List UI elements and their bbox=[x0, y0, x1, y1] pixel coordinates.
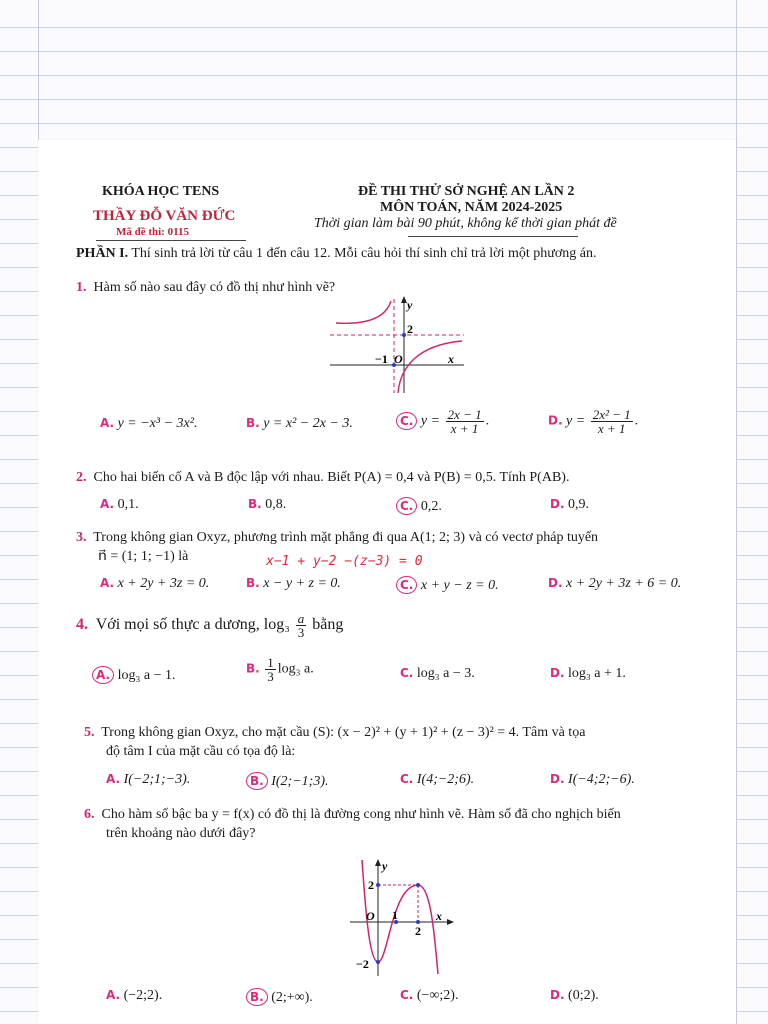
option-letter-circled: B. bbox=[246, 772, 268, 790]
point-y-intercept bbox=[402, 333, 406, 337]
q4-option-b[interactable] bbox=[246, 656, 314, 683]
q3-option-d[interactable] bbox=[548, 576, 681, 592]
option-letter-circled: C. bbox=[396, 497, 417, 515]
option-text: y = bbox=[566, 413, 586, 429]
option-fraction: $\frac{\text{2x² − 1}}{x + 1}$ bbox=[592, 407, 631, 436]
margin-line-right bbox=[736, 0, 737, 1024]
option-letter: D. bbox=[550, 497, 565, 511]
option-letter-circled: C. bbox=[396, 576, 417, 594]
q6-option-a[interactable] bbox=[106, 988, 162, 1004]
point-y-2 bbox=[376, 883, 380, 887]
option-text: I(4;−2;6). bbox=[416, 772, 475, 787]
option-letter: D. bbox=[548, 576, 563, 590]
question-1 bbox=[76, 280, 335, 296]
q2-option-a[interactable] bbox=[100, 497, 139, 513]
q5-option-c[interactable] bbox=[400, 772, 474, 788]
left-branch bbox=[336, 301, 391, 323]
question-number: 2. bbox=[76, 470, 87, 485]
question-number: 1. bbox=[76, 280, 87, 295]
option-text: y = −x³ − 3x². bbox=[117, 416, 198, 431]
option-text: I(2;−1;3). bbox=[271, 774, 329, 789]
part-instructions bbox=[76, 246, 596, 262]
right-branch bbox=[398, 341, 462, 393]
option-text: y = bbox=[420, 413, 441, 429]
point-max bbox=[416, 883, 420, 887]
question-text-end: bằng bbox=[312, 616, 344, 634]
option-text: x + 2y + 3z = 0. bbox=[117, 576, 210, 591]
option-letter: A. bbox=[106, 772, 121, 786]
q4-option-d[interactable] bbox=[550, 666, 626, 682]
option-fraction: $\frac{2x - 1}{x + 1}$ bbox=[447, 407, 482, 436]
option-text: log₃ a − 1. bbox=[117, 668, 176, 683]
part-label: PHẦN I. bbox=[76, 246, 129, 261]
handwritten-note: x−1 + y−2 −(z−3) = 0 bbox=[266, 554, 423, 569]
question-6-line2: trên khoảng nào dưới đây? bbox=[106, 826, 256, 841]
header-underline-right bbox=[408, 236, 578, 237]
question-4 bbox=[76, 612, 343, 639]
question-6 bbox=[84, 807, 621, 823]
course-name: KHÓA HỌC TENS bbox=[102, 184, 220, 199]
q2-option-c[interactable] bbox=[396, 497, 442, 515]
label-x: x bbox=[436, 909, 442, 923]
option-text: x + y − z = 0. bbox=[420, 578, 499, 593]
label-origin: O bbox=[366, 909, 375, 923]
option-text: 0,8. bbox=[265, 497, 287, 512]
question-text: Cho hàm số bậc ba y = f(x) có đồ thị là đường cong như hình vẽ. Hàm số đã cho nghịch biến bbox=[101, 807, 621, 822]
option-text: I(−2;1;−3). bbox=[123, 772, 191, 787]
question-5-line2: độ tâm I của mặt cầu có tọa độ là: bbox=[106, 744, 296, 759]
question-text: Cho hai biến cố A và B độc lập với nhau. Biết P(A) = 0,4 và P(B) = 0,5. Tính P(AB). bbox=[93, 470, 570, 485]
exam-page bbox=[38, 140, 736, 1024]
option-letter: A. bbox=[100, 576, 115, 590]
label-origin: O bbox=[394, 352, 403, 366]
point-min bbox=[376, 960, 380, 964]
question-number: 4. bbox=[76, 616, 88, 634]
option-text: log₃ a − 3. bbox=[416, 666, 475, 681]
option-letter: B. bbox=[246, 576, 260, 590]
question-text: Trong không gian Oxyz, cho mặt cầu (S): (x − 2)² + (y + 1)² + (z − 3)² = 4. Tâm và tọa bbox=[101, 725, 586, 740]
question-5 bbox=[84, 725, 585, 741]
option-letter-circled: A. bbox=[92, 666, 114, 684]
q5-option-d[interactable] bbox=[550, 772, 635, 788]
q5-option-b[interactable] bbox=[246, 772, 328, 790]
option-letter: B. bbox=[248, 497, 262, 511]
option-text: log₃ a. bbox=[277, 661, 314, 677]
q3-option-c[interactable] bbox=[396, 576, 499, 594]
q5-option-a[interactable] bbox=[106, 772, 190, 788]
label-x: x bbox=[448, 352, 454, 366]
exam-time: Thời gian làm bài 90 phút, không kể thời gian phát đề bbox=[314, 216, 617, 231]
option-letter: D. bbox=[550, 988, 565, 1002]
label-y: y bbox=[407, 298, 413, 312]
option-text: x + 2y + 3z + 6 = 0. bbox=[566, 576, 682, 591]
option-letter: B. bbox=[246, 661, 260, 676]
label-two: 2 bbox=[407, 322, 413, 336]
q1-option-b[interactable] bbox=[246, 416, 353, 432]
question-text: Trong không gian Oxyz, phương trình mặt phẳng đi qua A(1; 2; 3) và có vectơ pháp tuyến bbox=[93, 530, 599, 545]
header-underline-left bbox=[96, 240, 246, 241]
option-text: x − y + z = 0. bbox=[263, 576, 341, 591]
q6-option-d[interactable] bbox=[550, 988, 599, 1004]
q6-option-b[interactable] bbox=[246, 988, 313, 1006]
label-one: 1 bbox=[392, 908, 398, 922]
q1-graph bbox=[328, 295, 468, 395]
option-letter: C. bbox=[400, 666, 414, 680]
part-text: Thí sinh trả lời từ câu 1 đến câu 12. Mỗi câu hỏi thí sinh chỉ trả lời một phương án. bbox=[128, 246, 597, 261]
label-two-y: 2 bbox=[368, 878, 374, 892]
option-text: y = x² − 2x − 3. bbox=[263, 416, 353, 431]
question-2 bbox=[76, 470, 569, 486]
option-text: (−∞;2). bbox=[416, 988, 459, 1003]
label-minus-two: −2 bbox=[356, 957, 369, 971]
option-fraction: $\frac{1}{3}$ bbox=[267, 655, 274, 684]
question-3 bbox=[76, 530, 598, 546]
option-text: 0,1. bbox=[117, 497, 139, 512]
exam-code: Mã đề thi: 0115 bbox=[116, 226, 190, 238]
exam-title: ĐỀ THI THỬ SỞ NGHỆ AN LẦN 2 bbox=[358, 184, 575, 199]
x-arrow bbox=[447, 919, 454, 925]
label-y: y bbox=[382, 859, 388, 873]
option-letter-circled: C. bbox=[396, 412, 417, 430]
q4-option-a[interactable] bbox=[92, 666, 175, 684]
q6-graph bbox=[348, 858, 458, 978]
option-letter: A. bbox=[106, 988, 121, 1002]
option-letter: D. bbox=[548, 413, 563, 428]
q1-option-c[interactable]: C. y = $\frac{2x - 1}{x + 1}$ . bbox=[396, 408, 489, 435]
question-number: 6. bbox=[84, 807, 95, 822]
exam-subject: MÔN TOÁN, NĂM 2024-2025 bbox=[380, 200, 563, 215]
question-number: 5. bbox=[84, 725, 95, 740]
label-minus-one: −1 bbox=[375, 352, 388, 366]
option-letter: A. bbox=[100, 497, 115, 511]
option-letter: D. bbox=[550, 666, 565, 680]
option-letter: B. bbox=[246, 416, 260, 430]
option-text: (−2;2). bbox=[123, 988, 163, 1003]
q4-option-c[interactable] bbox=[400, 666, 475, 682]
option-letter-circled: B. bbox=[246, 988, 268, 1006]
question-text: Hàm số nào sau đây có đồ thị như hình vẽ? bbox=[93, 280, 336, 295]
option-text: (2;+∞). bbox=[271, 990, 313, 1005]
option-letter: C. bbox=[400, 772, 414, 786]
option-text: I(−4;2;−6). bbox=[568, 772, 635, 787]
teacher-name: THẦY ĐỖ VĂN ĐỨC bbox=[93, 208, 236, 224]
option-letter: C. bbox=[400, 988, 414, 1002]
q3-option-b[interactable] bbox=[246, 576, 341, 592]
q1-option-a[interactable] bbox=[100, 416, 197, 432]
option-text: (0;2). bbox=[568, 988, 599, 1003]
option-text: 0,2. bbox=[420, 499, 442, 514]
label-two-x: 2 bbox=[415, 924, 421, 938]
q2-option-d[interactable] bbox=[550, 497, 589, 513]
option-text: 0,9. bbox=[568, 497, 590, 512]
question-fraction: $\frac{a}{3}$ bbox=[297, 611, 305, 640]
option-letter: A. bbox=[100, 416, 115, 430]
y-arrow bbox=[375, 859, 381, 866]
q1-option-d[interactable]: D. y = $\frac{\text{2x² − 1}}{x + 1}$ . bbox=[548, 407, 639, 436]
q2-option-b[interactable] bbox=[248, 497, 286, 513]
question-text: Với mọi số thực a dương, log₃ bbox=[95, 616, 290, 634]
q3-option-a[interactable] bbox=[100, 576, 209, 592]
question-number: 3. bbox=[76, 530, 87, 545]
option-text: log₃ a + 1. bbox=[568, 666, 626, 681]
q6-option-c[interactable] bbox=[400, 988, 458, 1004]
question-3-line2: n⃗ = (1; 1; −1) là bbox=[98, 549, 189, 564]
option-letter: D. bbox=[550, 772, 565, 786]
